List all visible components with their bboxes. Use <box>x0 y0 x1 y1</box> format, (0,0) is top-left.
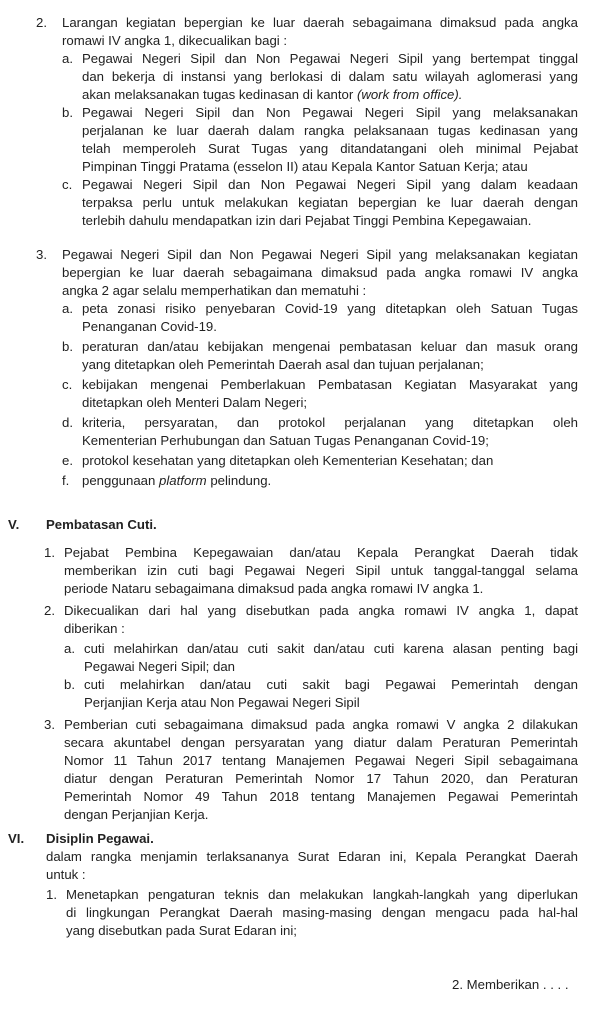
paragraph-line: Pejabat Pembina Kepegawaian dan/atau Kepala Perangkat Daerah tidak <box>64 545 578 560</box>
paragraph-line: Perjanjian Kerja atau Non Pegawai Negeri Sipil <box>84 695 360 710</box>
section-title: Pembatasan Cuti. <box>46 517 157 532</box>
paragraph-line: Pemberian cuti sebagaimana dimaksud pada angka romawi V angka 2 dilakukan <box>64 717 578 732</box>
paragraph-line: dalam rangka menjamin terlaksananya Surat Edaran ini, Kepala Perangkat Daerah <box>46 849 578 864</box>
list-number: 3. <box>36 247 47 262</box>
paragraph-line: untuk : <box>46 867 86 882</box>
paragraph-line: diatur dengan Peraturan Pemerintah Nomor 17 Tahun 2020, dan Peraturan <box>64 771 578 786</box>
paragraph-line <box>82 86 462 103</box>
list-number: 3. <box>44 717 55 732</box>
paragraph-line: bepergian ke luar daerah sebagaimana dimaksud pada angka romawi IV angka <box>62 265 578 280</box>
paragraph-line: Pegawai Negeri Sipil dan Non Pegawai Negeri Sipil yang melaksanakan <box>82 105 578 120</box>
list-number: 2. <box>44 603 55 618</box>
paragraph-line: Menetapkan pengaturan teknis dan melakukan langkah-langkah yang diperlukan <box>66 887 578 902</box>
paragraph-line: peraturan dan/atau kebijakan mengenai pembatasan keluar dan masuk orang <box>82 339 578 354</box>
paragraph-line: ditetapkan oleh Menteri Dalam Negeri; <box>82 395 308 410</box>
text-span: akan melaksanakan tugas kedinasan di kantor <box>82 87 354 102</box>
list-label: c. <box>62 377 73 392</box>
paragraph-line: dan bekerja di instansi yang berlokasi di dalam satu wilayah aglomerasi yang <box>82 69 578 84</box>
paragraph-line: Larangan kegiatan bepergian ke luar daerah sebagaimana dimaksud pada angka <box>62 15 578 30</box>
text-span: pelindung. <box>210 473 272 488</box>
paragraph-line: Nomor 11 Tahun 2017 tentang Manajemen Pegawai Negeri Sipil sebagaimana <box>64 753 578 768</box>
paragraph-line: secara akuntabel dengan persyaratan yang diatur dalam Peraturan Pemerintah <box>64 735 578 750</box>
list-label: a. <box>62 301 73 316</box>
paragraph-line: perjalanan ke luar daerah dalam rangka pelaksanaan tugas kedinasan yang <box>82 123 578 138</box>
paragraph-line: di lingkungan Perangkat Daerah masing-masing dengan mengacu pada hal-hal <box>66 905 578 920</box>
section-number: VI. <box>8 831 25 846</box>
list-label: f. <box>62 473 70 488</box>
paragraph-line: Penanganan Covid-19. <box>82 319 217 334</box>
paragraph-line: Dikecualikan dari hal yang disebutkan pada angka romawi IV angka 1, dapat <box>64 603 578 618</box>
list-label: c. <box>62 177 73 192</box>
list-label: e. <box>62 453 73 468</box>
paragraph-line: angka 2 agar selalu memperhatikan dan mematuhi : <box>62 283 367 298</box>
text-span: penggunaan <box>82 473 156 488</box>
list-number: 1. <box>46 887 57 902</box>
paragraph-line: memberikan izin cuti bagi Pegawai Negeri Sipil untuk tanggal-tanggal selama <box>64 563 578 578</box>
paragraph-line: protokol kesehatan yang ditetapkan oleh Kementerian Kesehatan; dan <box>82 453 494 468</box>
page-continuation: 2. Memberikan . . . . <box>452 977 569 992</box>
list-label: d. <box>62 415 73 430</box>
paragraph-line: Kementerian Perhubungan dan Satuan Tugas Penanganan Covid-19; <box>82 433 489 448</box>
paragraph-line: Pegawai Negeri Sipil; dan <box>84 659 236 674</box>
paragraph-line <box>82 472 271 489</box>
paragraph-line: Pegawai Negeri Sipil dan Non Pegawai Negeri Sipil yang dalam keadaan <box>82 177 578 192</box>
list-label: b. <box>62 339 73 354</box>
paragraph-line: Pegawai Negeri Sipil dan Non Pegawai Negeri Sipil yang bertempat tinggal <box>82 51 578 66</box>
paragraph-line: terlebih dahulu mendapatkan izin dari Pejabat Tinggi Pembina Kepegawaian. <box>82 213 532 228</box>
paragraph-line: yang disebutkan pada Surat Edaran ini; <box>66 923 297 938</box>
list-number: 2. <box>36 15 47 30</box>
paragraph-line: cuti melahirkan dan/atau cuti sakit dan/atau cuti karena alasan penting bagi <box>84 641 578 656</box>
list-label: a. <box>62 51 73 66</box>
paragraph-line: periode Nataru sebagaimana dimaksud pada angka romawi IV angka 1. <box>64 581 484 596</box>
section-number: V. <box>8 517 20 532</box>
paragraph-line: kebijakan mengenai Pemberlakuan Pembatasan Kegiatan Masyarakat yang <box>82 377 578 392</box>
paragraph-line: Pegawai Negeri Sipil dan Non Pegawai Negeri Sipil yang melaksanakan kegiatan <box>62 247 578 262</box>
paragraph-line: romawi IV angka 1, dikecualikan bagi : <box>62 33 288 48</box>
list-label: b. <box>62 105 73 120</box>
italic-text: platform <box>159 473 207 488</box>
paragraph-line: diberikan : <box>64 621 125 636</box>
paragraph-line: dengan Perjanjian Kerja. <box>64 807 209 822</box>
list-number: 1. <box>44 545 55 560</box>
paragraph-line: terpaksa perlu untuk melakukan kegiatan bepergian ke luar daerah dengan <box>82 195 578 210</box>
paragraph-line: Pimpinan Tinggi Pratama (esselon II) atau Kepala Kantor Satuan Kerja; atau <box>82 159 528 174</box>
italic-text: (work from office). <box>356 87 463 102</box>
section-title: Disiplin Pegawai. <box>46 831 154 846</box>
list-label: a. <box>64 641 75 656</box>
paragraph-line: peta zonasi risiko penyebaran Covid-19 yang ditetapkan oleh Satuan Tugas <box>82 301 578 316</box>
paragraph-line: cuti melahirkan dan/atau cuti sakit bagi Pegawai Pemerintah dengan <box>84 677 578 692</box>
paragraph-line: yang ditetapkan oleh Pemerintah Daerah asal dan tujuan perjalanan; <box>82 357 484 372</box>
paragraph-line: kriteria, persyaratan, dan protokol perjalanan yang ditetapkan oleh <box>82 415 578 430</box>
paragraph-line: Pemerintah Nomor 49 Tahun 2018 tentang Manajemen Pegawai Pemerintah <box>64 789 578 804</box>
list-label: b. <box>64 677 75 692</box>
paragraph-line: telah memperoleh Surat Tugas yang ditandatangani oleh minimal Pejabat <box>82 141 578 156</box>
